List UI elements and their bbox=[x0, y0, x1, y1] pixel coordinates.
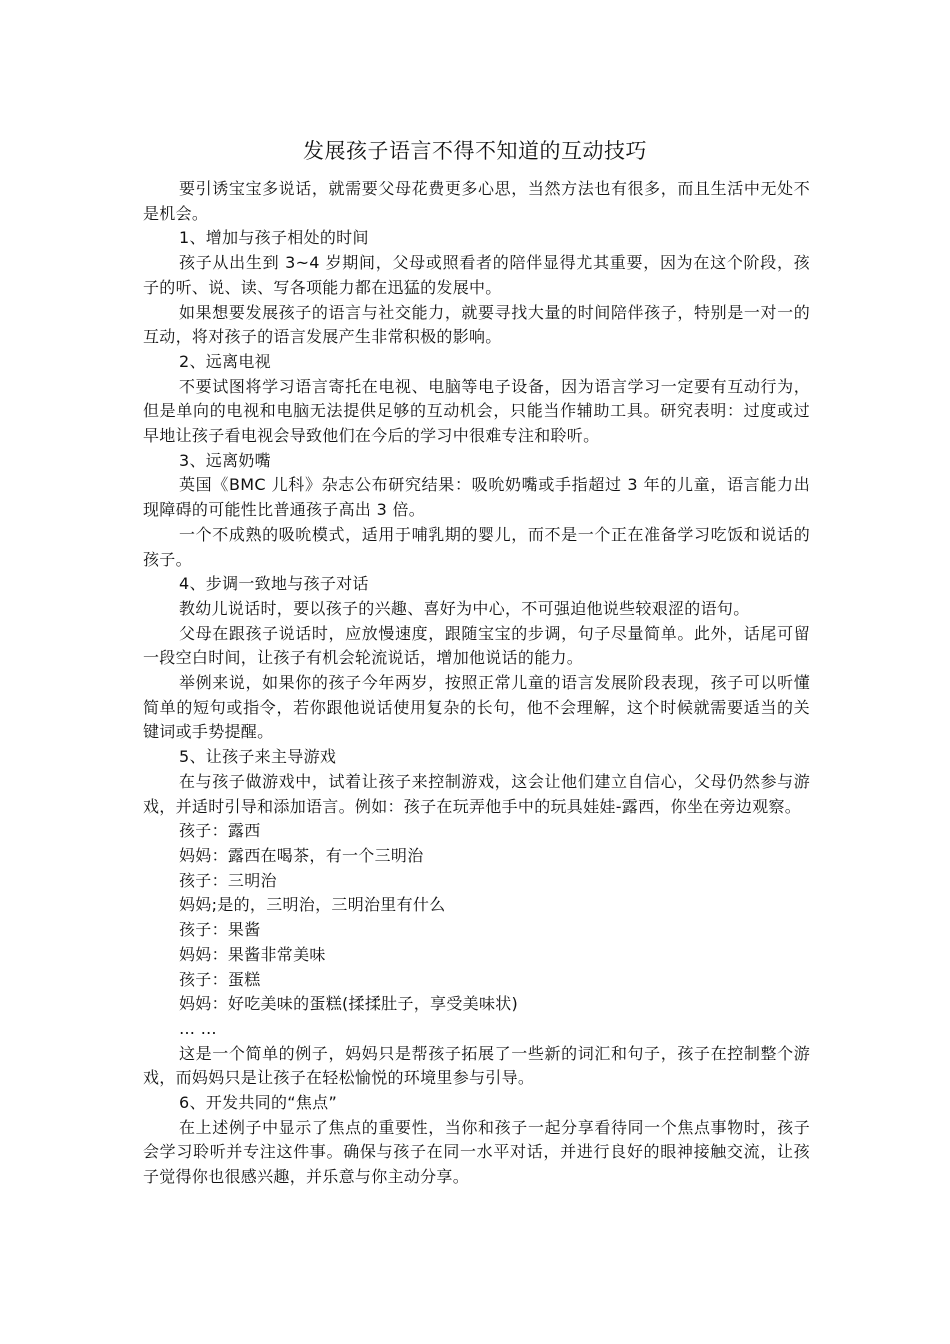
section-3-paragraph-2: 一个不成熟的吸吮模式，适用于哺乳期的婴儿，而不是一个正在准备学习吃饭和说话的孩子。 bbox=[143, 524, 810, 569]
dialog-line: 孩子：三明治 bbox=[179, 870, 277, 890]
dialog-line: 孩子：果酱 bbox=[179, 920, 261, 940]
section-5-paragraph-2: 这是一个简单的例子，妈妈只是帮孩子拓展了一些新的词汇和句子，孩子在控制整个游戏，而妈妈只是让孩子在轻松愉悦的环境里参与引导。 bbox=[143, 1043, 810, 1088]
section-heading-3: 3、远离奶嘴 bbox=[179, 450, 271, 470]
section-heading-5: 5、让孩子来主导游戏 bbox=[179, 747, 337, 767]
dialog-line: 妈妈：露西在喝茶，有一个三明治 bbox=[179, 845, 424, 865]
dialog-line: 孩子：蛋糕 bbox=[179, 969, 261, 989]
dialog-line: 妈妈：好吃美味的蛋糕(揉揉肚子，享受美味状) bbox=[179, 994, 519, 1014]
section-heading-2: 2、远离电视 bbox=[179, 351, 271, 371]
section-6-paragraph-1: 在上述例子中显示了焦点的重要性，当你和孩子一起分享看待同一个焦点事物时，孩子会学习聆听并专注这件事。确保与孩子在同一水平对话，并进行良好的眼神接触交流，让孩子觉得你也很感兴趣，并乐意与你主动分享。 bbox=[143, 1117, 810, 1187]
dialog-line: 孩子：露西 bbox=[179, 821, 261, 841]
section-heading-4: 4、步调一致地与孩子对话 bbox=[179, 574, 369, 594]
section-1-paragraph-1: 孩子从出生到 3~4 岁期间，父母或照看者的陪伴显得尤其重要，因为在这个阶段，孩子的听、说、读、写各项能力都在迅猛的发展中。 bbox=[143, 253, 810, 297]
section-1-paragraph-2: 如果想要发展孩子的语言与社交能力，就要寻找大量的时间陪伴孩子，特别是一对一的互动，将对孩子的语言发展产生非常积极的影响。 bbox=[143, 302, 810, 347]
dialog-ellipsis: … … bbox=[179, 1018, 217, 1038]
document-body bbox=[143, 177, 810, 1190]
section-4-paragraph-3: 举例来说，如果你的孩子今年两岁，按照正常儿童的语言发展阶段表现，孩子可以听懂简单的短句或指令，若你跟他说话使用复杂的长句，他不会理解，这个时候就需要适当的关键词或手势提醒。 bbox=[143, 673, 810, 742]
section-heading-1: 1、增加与孩子相处的时间 bbox=[179, 228, 369, 248]
section-3-paragraph-1: 英国《BMC 儿科》杂志公布研究结果：吸吮奶嘴或手指超过 3 年的儿童，语言能力出现障碍的可能性比普通孩子高出 3 倍。 bbox=[143, 475, 810, 520]
dialog-line: 妈妈;是的，三明治，三明治里有什么 bbox=[179, 895, 446, 915]
document-title: 发展孩子语言不得不知道的互动技巧 bbox=[303, 139, 647, 163]
section-2-paragraph-1: 不要试图将学习语言寄托在电视、电脑等电子设备，因为语言学习一定要有互动行为，但是单向的电视和电脑无法提供足够的互动机会，只能当作辅助工具。研究表明：过度或过早地让孩子看电视会导致他们在今后的学习中很难专注和聆听。 bbox=[143, 376, 810, 446]
section-5-paragraph-1: 在与孩子做游戏中，试着让孩子来控制游戏，这会让他们建立自信心，父母仍然参与游戏，并适时引导和添加语言。例如：孩子在玩弄他手中的玩具娃娃-露西，你坐在旁边观察。 bbox=[143, 771, 810, 816]
intro-paragraph: 要引诱宝宝多说话，就需要父母花费更多心思，当然方法也有很多，而且生活中无处不是机会。 bbox=[143, 179, 810, 223]
dialog-line: 妈妈：果酱非常美味 bbox=[179, 944, 326, 964]
section-4-paragraph-2: 父母在跟孩子说话时，应放慢速度，跟随宝宝的步调，句子尽量简单。此外，话尾可留一段空白时间，让孩子有机会轮流说话，增加他说话的能力。 bbox=[143, 623, 810, 668]
section-4-paragraph-1: 教幼儿说话时，要以孩子的兴趣、喜好为中心，不可强迫他说些较艰涩的语句。 bbox=[179, 598, 750, 618]
section-heading-6: 6、开发共同的“焦点” bbox=[179, 1093, 338, 1113]
